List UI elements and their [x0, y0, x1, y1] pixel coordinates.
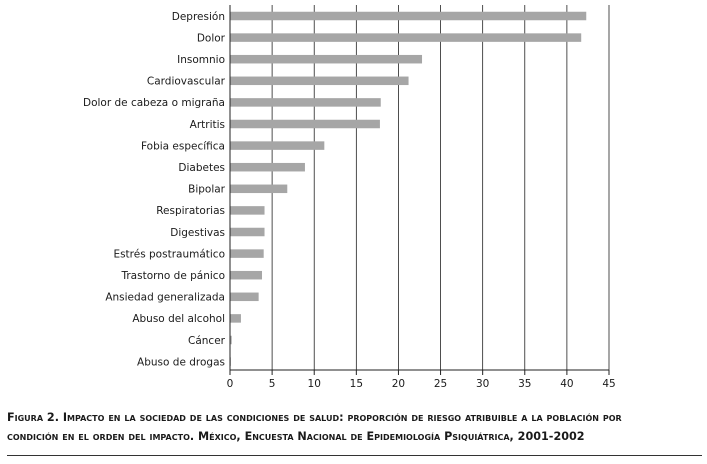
x-tick-label: 10	[307, 378, 321, 390]
bar	[230, 249, 264, 258]
bar	[230, 77, 409, 86]
bar	[230, 271, 262, 280]
x-tick-label: 0	[226, 378, 234, 390]
category-label: Trastorno de pánico	[121, 270, 225, 282]
bar	[230, 12, 586, 21]
category-label: Estrés postraumático	[113, 248, 225, 261]
caption-line-1: Figura 2. Impacto en la sociedad de las condiciones de salud: proporción de riesgo atribuible a la población por	[7, 411, 622, 424]
bar	[230, 206, 265, 215]
bar	[230, 141, 324, 150]
category-label: Abuso de drogas	[137, 356, 225, 369]
x-tick-label: 15	[349, 378, 364, 390]
category-label: Ansiedad generalizada	[105, 291, 225, 304]
bars	[230, 12, 586, 366]
category-label: Artritis	[189, 118, 225, 131]
category-labels	[83, 11, 226, 369]
x-tick-label: 20	[391, 378, 406, 390]
category-label: Bipolar	[188, 183, 225, 196]
x-tick-label: 30	[475, 378, 490, 390]
bar	[230, 98, 381, 107]
bar	[230, 185, 287, 194]
bar	[230, 55, 422, 64]
category-label: Dolor de cabeza o migraña	[83, 97, 225, 110]
figure-caption	[7, 408, 705, 446]
category-label: Diabetes	[178, 162, 225, 174]
bar	[230, 33, 581, 42]
caption-line-2: condición en el orden del impacto. México, Encuesta Nacional de Epidemiología Psiquiátrica, 2001-2002	[7, 430, 585, 443]
category-label: Abuso del alcohol	[132, 313, 225, 326]
category-label: Cáncer	[188, 334, 225, 347]
category-label: Dolor	[196, 32, 225, 45]
bar	[230, 314, 241, 323]
category-label: Fobia específica	[140, 140, 225, 153]
category-label: Respiratorias	[156, 205, 225, 218]
x-tick-label: 5	[268, 378, 276, 390]
category-label: Cardiovascular	[146, 75, 225, 88]
category-label: Digestivas	[170, 226, 225, 239]
bar	[230, 120, 380, 129]
bar	[230, 293, 259, 302]
caption-divider	[7, 455, 702, 456]
category-label: Depresión	[171, 10, 225, 23]
x-tick-label: 45	[602, 378, 616, 390]
bar	[230, 228, 265, 237]
x-tick-label: 40	[560, 378, 574, 390]
category-label: Insomnio	[177, 54, 225, 66]
bar	[230, 163, 305, 172]
x-tick-label: 25	[433, 378, 448, 390]
x-tick-label: 35	[518, 378, 532, 390]
